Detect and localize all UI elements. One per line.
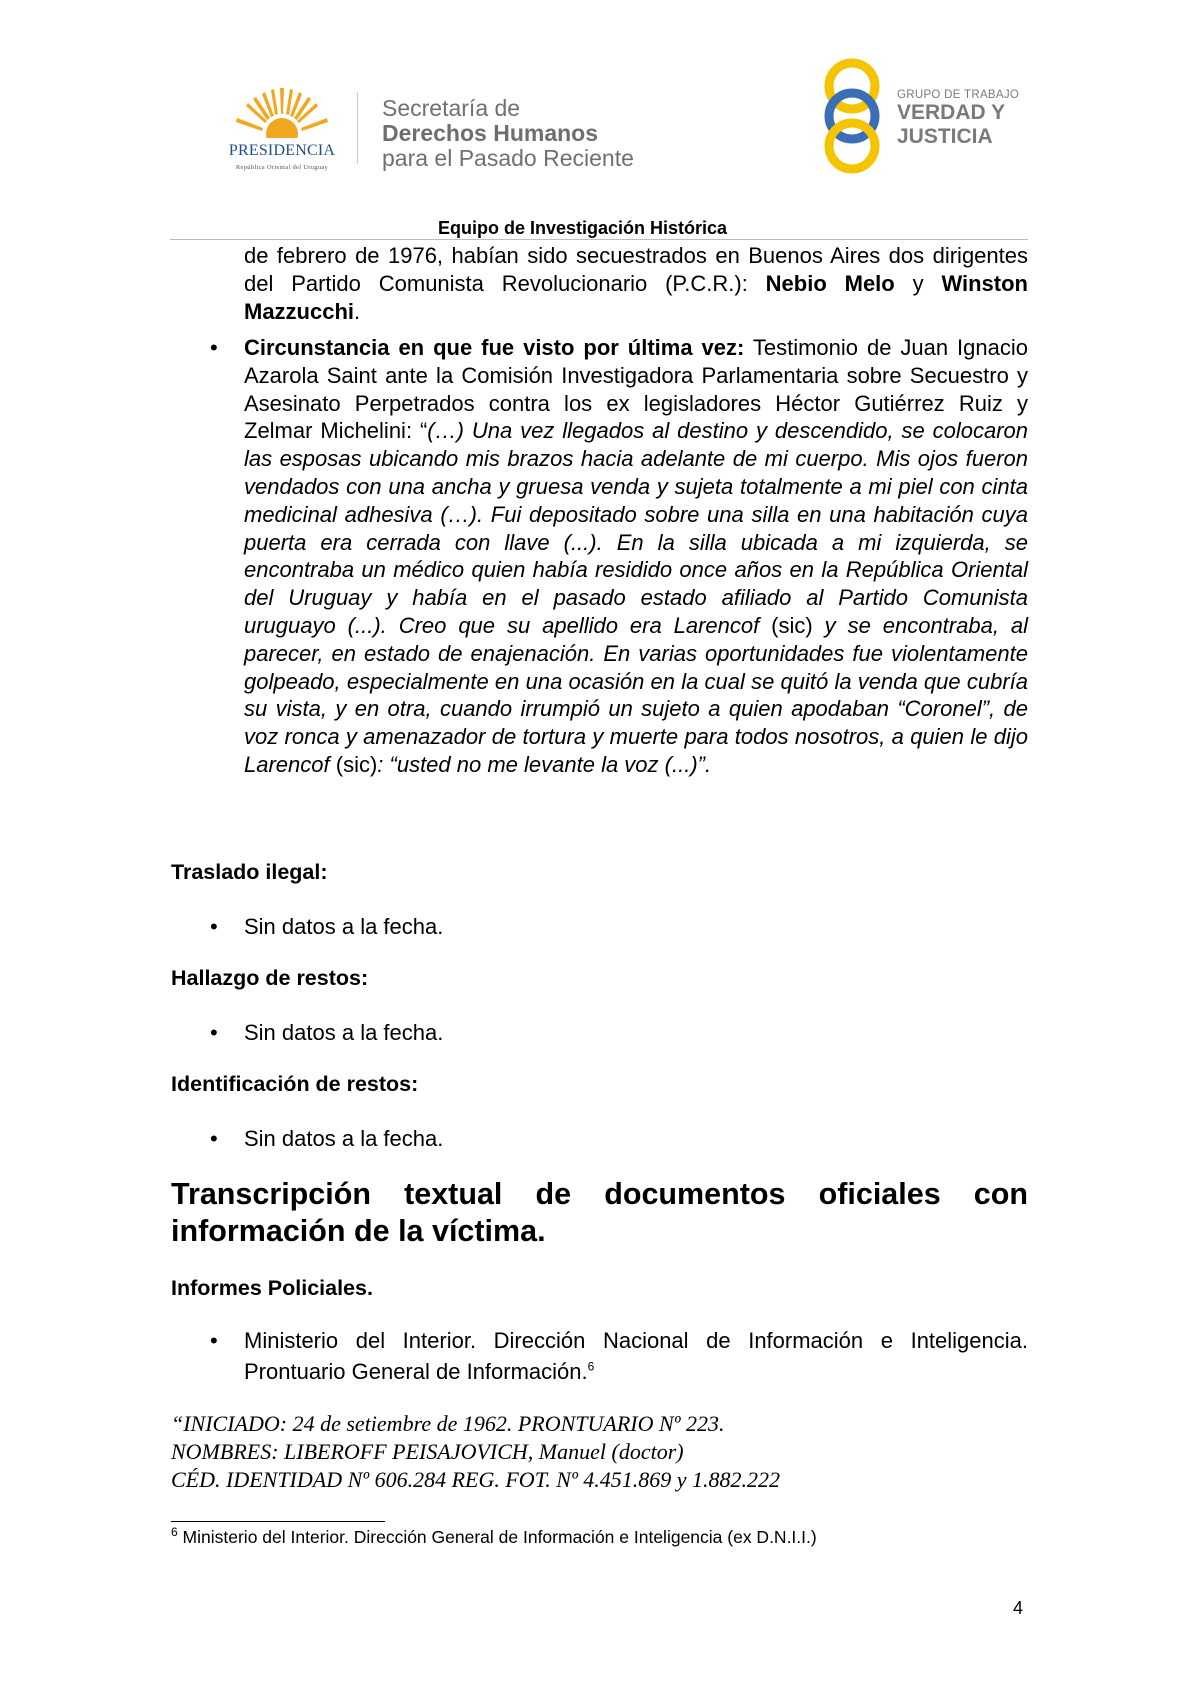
circunstancia-label: Circunstancia en que fue visto por última vez:	[244, 335, 745, 360]
traslado-item	[210, 913, 1028, 941]
presidencia-wordmark: PRESIDENCIA	[228, 142, 336, 159]
bullet-icon: •	[210, 914, 218, 939]
team-title: Equipo de Investigación Histórica	[438, 218, 728, 238]
bullet-icon: •	[210, 1126, 218, 1151]
hallazgo-item	[210, 1019, 1028, 1047]
traslado-text: Sin datos a la fecha.	[244, 914, 444, 939]
grupo-trabajo-wordmark	[897, 89, 1019, 149]
continuation-period: .	[354, 298, 361, 324]
section-heading-line-2: información de la víctima.	[171, 1214, 546, 1248]
footnote-text: Ministerio del Interior. Dirección General de Información e Inteligencia (ex D.N.I.I.)	[177, 1527, 817, 1547]
page-number: 4	[1013, 1598, 1024, 1618]
identificacion-label: Identificación de restos:	[171, 1072, 419, 1096]
circunstancia-intro: Testimonio de Juan Ignacio Azarola Saint ante la Comisión Investigadora Parlamentaria sobre Secuestro y Asesinato Perpetrados contra los ex legisladores Héctor Gutiérrez Ruiz y Zelmar Michelini: “	[244, 335, 1028, 444]
prontuario-transcript	[171, 1410, 780, 1494]
informes-label: Informes Policiales.	[171, 1276, 373, 1300]
secretaria-line-3: para el Pasado Reciente	[382, 145, 634, 171]
transcript-line-2: NOMBRES: LIBEROFF PEISAJOVICH, Manuel (doctor)	[171, 1439, 684, 1464]
secretaria-line-2: Derechos Humanos	[382, 120, 599, 146]
circunstancia-item	[210, 334, 1029, 779]
footnote-separator	[171, 1521, 385, 1522]
hallazgo-label: Hallazgo de restos:	[171, 966, 369, 990]
header-divider	[357, 92, 358, 164]
identificacion-text: Sin datos a la fecha.	[244, 1126, 444, 1151]
testimony-quote-part-3: : “usted no me levante la voz (...)”.	[377, 751, 712, 777]
verdad-label: VERDAD Y	[897, 101, 1006, 124]
bullet-icon: •	[210, 1328, 218, 1353]
testimony-quote-part-1: (…) Una vez llegados al destino y descendido, se colocaron las esposas ubicando mis brazos hacia adelante de mi cuerpo. Mis ojos fueron vendados con una ancha y gruesa venda y sujeta totalmente a mi piel con cinta medicinal adhesiva (…). Fui depositado sobre una silla en una habitación cuya puerta era cerrada con llave (...). En la silla ubicada a mi izquierda, se encontraba un médico quien había residido once años en la República Oriental del Uruguay y había en el pasado estado afiliado al Partido Comunista uruguayo (...). Creo que su apellido era Larencof	[244, 418, 1029, 638]
section-heading-line-1: Transcripción textual de documentos oficiales con	[171, 1177, 1028, 1211]
footnote-reference[interactable]: 6	[587, 1359, 595, 1374]
secretaria-line-1: Secretaría de	[382, 95, 521, 121]
victim-name-mazzucchi: Winston Mazzucchi	[244, 270, 1028, 324]
hallazgo-text: Sin datos a la fecha.	[244, 1020, 444, 1045]
sic-note-1: (sic)	[759, 612, 825, 638]
footnote	[171, 1527, 817, 1548]
justicia-label: JUSTICIA	[897, 125, 993, 148]
victim-name-melo: Nebio Melo	[765, 270, 895, 296]
informes-item	[210, 1325, 1028, 1387]
secretaria-title	[382, 96, 634, 171]
sun-icon	[234, 86, 330, 144]
transcript-line-3: CÉD. IDENTIDAD Nº 606.284 REG. FOT. Nº 4.451.869 y 1.882.222	[171, 1467, 781, 1492]
presidencia-subtitle: República Oriental del Uruguay	[235, 164, 329, 171]
presidencia-logo	[212, 86, 352, 176]
transcript-line-1: “INICIADO: 24 de setiembre de 1962. PRONTUARIO Nº 223.	[171, 1411, 725, 1436]
continuation-text: de febrero de 1976, habían sido secuestrados en Buenos Aires dos dirigentes del Partido Comunista Revolucionario (P.C.R.):	[244, 243, 1028, 296]
bullet-icon: •	[210, 1020, 218, 1045]
grupo-trabajo-label: GRUPO DE TRABAJO	[897, 89, 1020, 101]
footnote-number: 6	[171, 1525, 178, 1540]
informes-text: Ministerio del Interior. Dirección Nacional de Información e Inteligencia. Prontuario General de Información.	[244, 1328, 1028, 1384]
continuation-conjunction: y	[894, 270, 942, 296]
bullet-icon: •	[210, 335, 218, 360]
testimony-quote-part-2: y se encontraba, al parecer, en estado de enajenación. En varias oportunidades fue violentamente golpeado, especialmente en una ocasión en la cual se quitó la venda que cubría su vista, y en otra, cuando irrumpió un sujeto a quien apodaban “Coronel”, de voz ronca y amenazador de tortura y muerte para todos nosotros, a quien le dijo Larencof	[244, 612, 1028, 777]
continuation-paragraph	[244, 242, 1028, 325]
identificacion-item	[210, 1125, 1028, 1153]
section-heading	[171, 1176, 1028, 1250]
header-rule	[170, 239, 1028, 240]
traslado-label: Traslado ilegal:	[171, 860, 328, 884]
sic-note-2: (sic)	[329, 751, 378, 777]
